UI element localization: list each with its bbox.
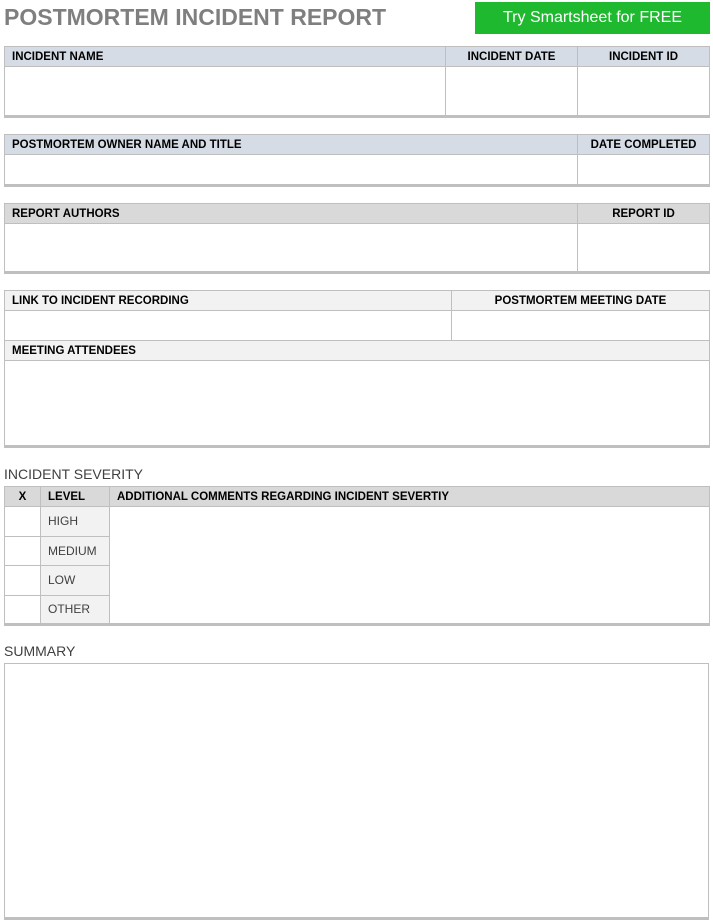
recording-link-field[interactable] (5, 311, 452, 341)
meeting-table (4, 290, 710, 448)
severity-level-medium: MEDIUM (41, 536, 110, 566)
incident-date-field[interactable] (446, 67, 578, 117)
severity-level-high: HIGH (41, 507, 110, 537)
severity-high-checkbox[interactable] (5, 507, 41, 537)
severity-low-checkbox[interactable] (5, 566, 41, 596)
severity-level-header: LEVEL (41, 487, 110, 507)
report-id-header: REPORT ID (578, 204, 710, 224)
severity-x-header: X (5, 487, 41, 507)
severity-comments-header: ADDITIONAL COMMENTS REGARDING INCIDENT SEVERTIY (110, 487, 710, 507)
severity-section-title: INCIDENT SEVERITY (4, 466, 143, 482)
severity-comments-field[interactable] (110, 507, 710, 625)
incident-id-header: INCIDENT ID (578, 47, 710, 67)
report-authors-header: REPORT AUTHORS (5, 204, 578, 224)
incident-info-table (4, 46, 710, 118)
severity-level-other: OTHER (41, 595, 110, 625)
owner-field[interactable] (5, 155, 578, 186)
date-completed-field[interactable] (578, 155, 710, 186)
authors-table (4, 203, 710, 274)
meeting-date-header: POSTMORTEM MEETING DATE (452, 291, 710, 311)
incident-name-header: INCIDENT NAME (5, 47, 446, 67)
meeting-attendees-header: MEETING ATTENDEES (5, 341, 710, 361)
severity-other-checkbox[interactable] (5, 595, 41, 625)
report-id-field[interactable] (578, 224, 710, 273)
incident-name-field[interactable] (5, 67, 446, 117)
date-completed-header: DATE COMPLETED (578, 135, 710, 155)
meeting-attendees-field[interactable] (5, 361, 710, 447)
severity-table (4, 486, 710, 626)
severity-level-low: LOW (41, 566, 110, 596)
try-smartsheet-button[interactable]: Try Smartsheet for FREE (475, 2, 710, 34)
recording-link-header: LINK TO INCIDENT RECORDING (5, 291, 452, 311)
summary-section-title: SUMMARY (4, 643, 76, 659)
owner-header: POSTMORTEM OWNER NAME AND TITLE (5, 135, 578, 155)
page-title: POSTMORTEM INCIDENT REPORT (4, 4, 387, 30)
owner-table (4, 134, 710, 187)
meeting-date-field[interactable] (452, 311, 710, 341)
incident-date-header: INCIDENT DATE (446, 47, 578, 67)
incident-id-field[interactable] (578, 67, 710, 117)
severity-medium-checkbox[interactable] (5, 536, 41, 566)
report-authors-field[interactable] (5, 224, 578, 273)
summary-field[interactable] (4, 663, 709, 920)
